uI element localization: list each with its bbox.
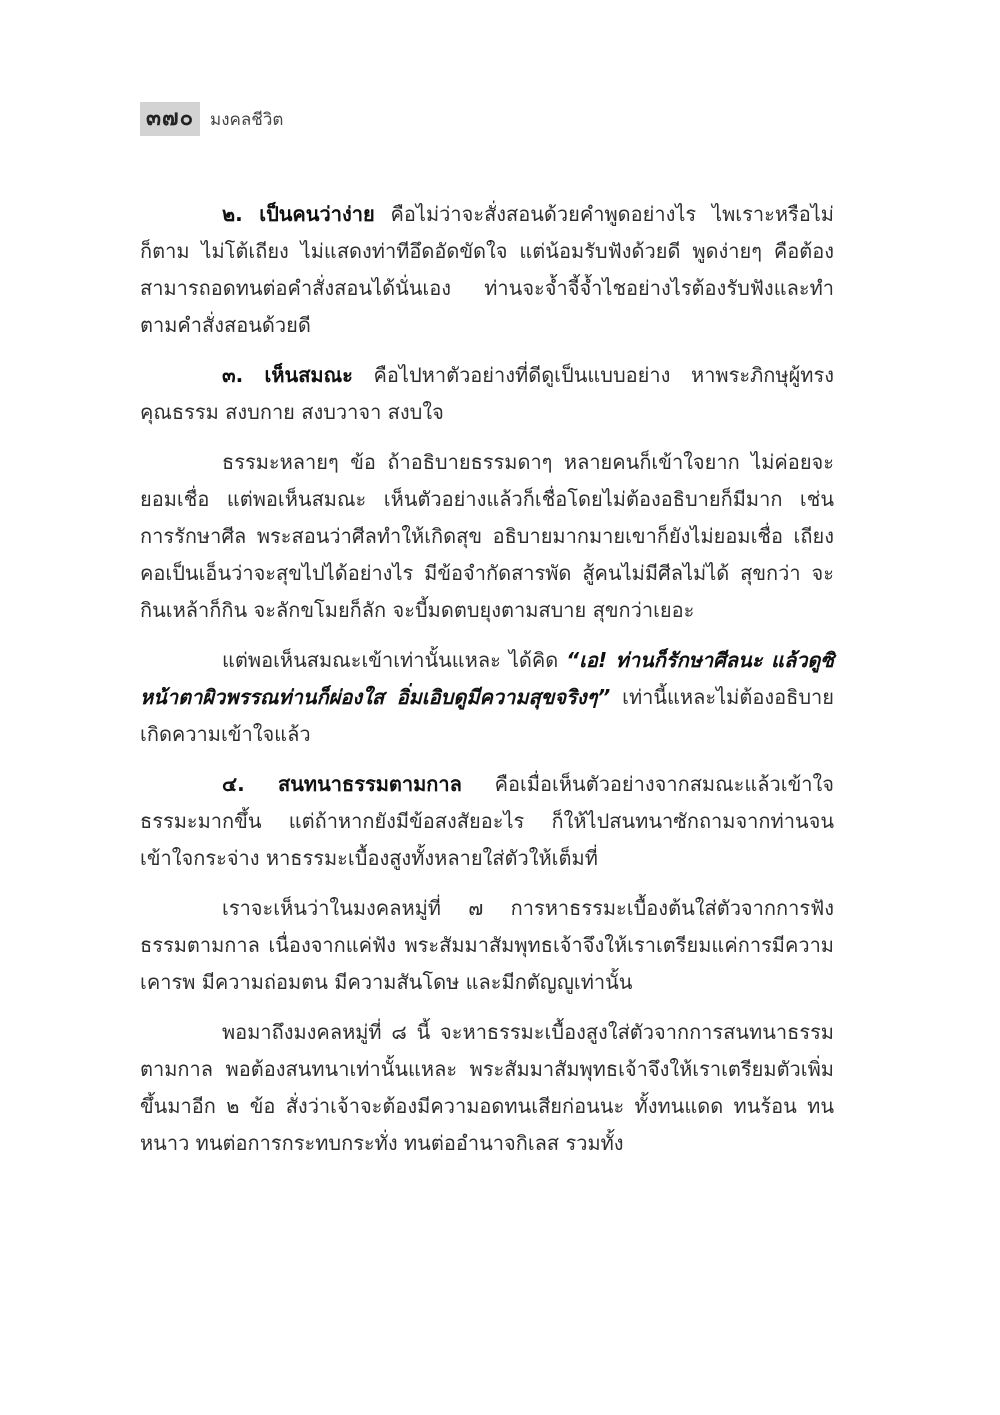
item-heading: ๔. สนทนาธรรมตามกาล [222, 772, 462, 796]
paragraph-mongkol-8 [140, 1014, 834, 1162]
page-number: ๓๗๐ [140, 102, 200, 136]
running-title: มงคลชีวิต [210, 109, 284, 130]
paragraph-item-3 [140, 357, 834, 431]
paragraph-text: คือเมื่อเห็นตัวอย่างจากสมณะแล้วเข้าใจธรรมะมากขึ้น แต่ถ้าหากยังมีข้อสงสัยอะไร ก็ให้ไปสนทนาซักถามจากท่านจนเข้าใจกระจ่าง หาธรรมะเบื้องสูงทั้งหลายใส่ตัวให้เต็มที่ [140, 772, 834, 870]
page-header [140, 102, 283, 136]
paragraph-item-4 [140, 766, 834, 877]
paragraph-mongkol-7 [140, 890, 834, 1001]
paragraph-text: คือไม่ว่าจะสั่งสอนด้วยคำพูดอย่างไร ไพเราะหรือไม่ก็ตาม ไม่โต้เถียง ไม่แสดงท่าทีอึดอัดขัดใจ แต่น้อมรับฟังด้วยดี พูดง่ายๆ คือต้องสามารถอดทนต่อคำสั่งสอนได้นั่นเอง ท่านจะจ้ำจี้จ้ำไชอย่างไรต้องรับฟังและทำตามคำสั่งสอนด้วยดี [140, 202, 834, 337]
paragraph-item-2 [140, 196, 834, 344]
body-text [140, 196, 834, 1175]
paragraph-dhamma-example [140, 444, 834, 629]
paragraph-text-before: แต่พอเห็นสมณะเข้าเท่านั้นแหละ ได้คิด [222, 648, 567, 672]
paragraph-text: เราจะเห็นว่าในมงคลหมู่ที่ ๗ การหาธรรมะเบื้องต้นใส่ตัวจากการฟังธรรมตามกาล เนื่องจากแค่ฟัง พระสัมมาสัมพุทธเจ้าจึงให้เราเตรียมแค่การมีความเคารพ มีความถ่อมตน มีความสันโดษ และมีกตัญญูเท่านั้น [140, 896, 834, 994]
paragraph-text-after: เท่านี้แหละไม่ต้องอธิบาย เกิดความเข้าใจแล้ว [140, 685, 834, 746]
paragraph-text: พอมาถึงมงคลหมู่ที่ ๘ นี้ จะหาธรรมะเบื้องสูงใส่ตัวจากการสนทนาธรรมตามกาล พอต้องสนทนาเท่านั้นแหละ พระสัมมาสัมพุทธเจ้าจึงให้เราเตรียมตัวเพิ่มขึ้นมาอีก ๒ ข้อ สั่งว่าเจ้าจะต้องมีความอดทนเสียก่อนนะ ทั้งทนแดด ทนร้อน ทนหนาว ทนต่อการกระทบกระทั่ง ทนต่ออำนาจกิเลส รวมทั้ง [140, 1020, 834, 1155]
italic-quote: “เอ! ท่านก็รักษาศีลนะ แล้วดูซิ หน้าตาผิวพรรณท่านก็ผ่องใส อิ่มเอิบดูมีความสุขจริงๆ” [140, 648, 834, 709]
item-heading: ๒. เป็นคนว่าง่าย [222, 202, 375, 226]
paragraph-quote [140, 642, 834, 753]
paragraph-text: คือไปหาตัวอย่างที่ดีดูเป็นแบบอย่าง หาพระภิกษุผู้ทรงคุณธรรม สงบกาย สงบวาจา สงบใจ [140, 363, 834, 424]
paragraph-text: ธรรมะหลายๆ ข้อ ถ้าอธิบายธรรมดาๆ หลายคนก็เข้าใจยาก ไม่ค่อยจะยอมเชื่อ แต่พอเห็นสมณะ เห็นตัวอย่างแล้วก็เชื่อโดยไม่ต้องอธิบายก็มีมาก เช่น การรักษาศีล พระสอนว่าศีลทำให้เกิดสุข อธิบายมากมายเขาก็ยังไม่ยอมเชื่อ เถียงคอเป็นเอ็นว่าจะสุขไปได้อย่างไร มีข้อจำกัดสารพัด สู้คนไม่มีศีลไม่ได้ สุขกว่า จะกินเหล้าก็กิน จะลักขโมยก็ลัก จะบี้มดตบยุงตามสบาย สุขกว่าเยอะ [140, 450, 834, 622]
item-heading: ๓. เห็นสมณะ [222, 363, 353, 387]
